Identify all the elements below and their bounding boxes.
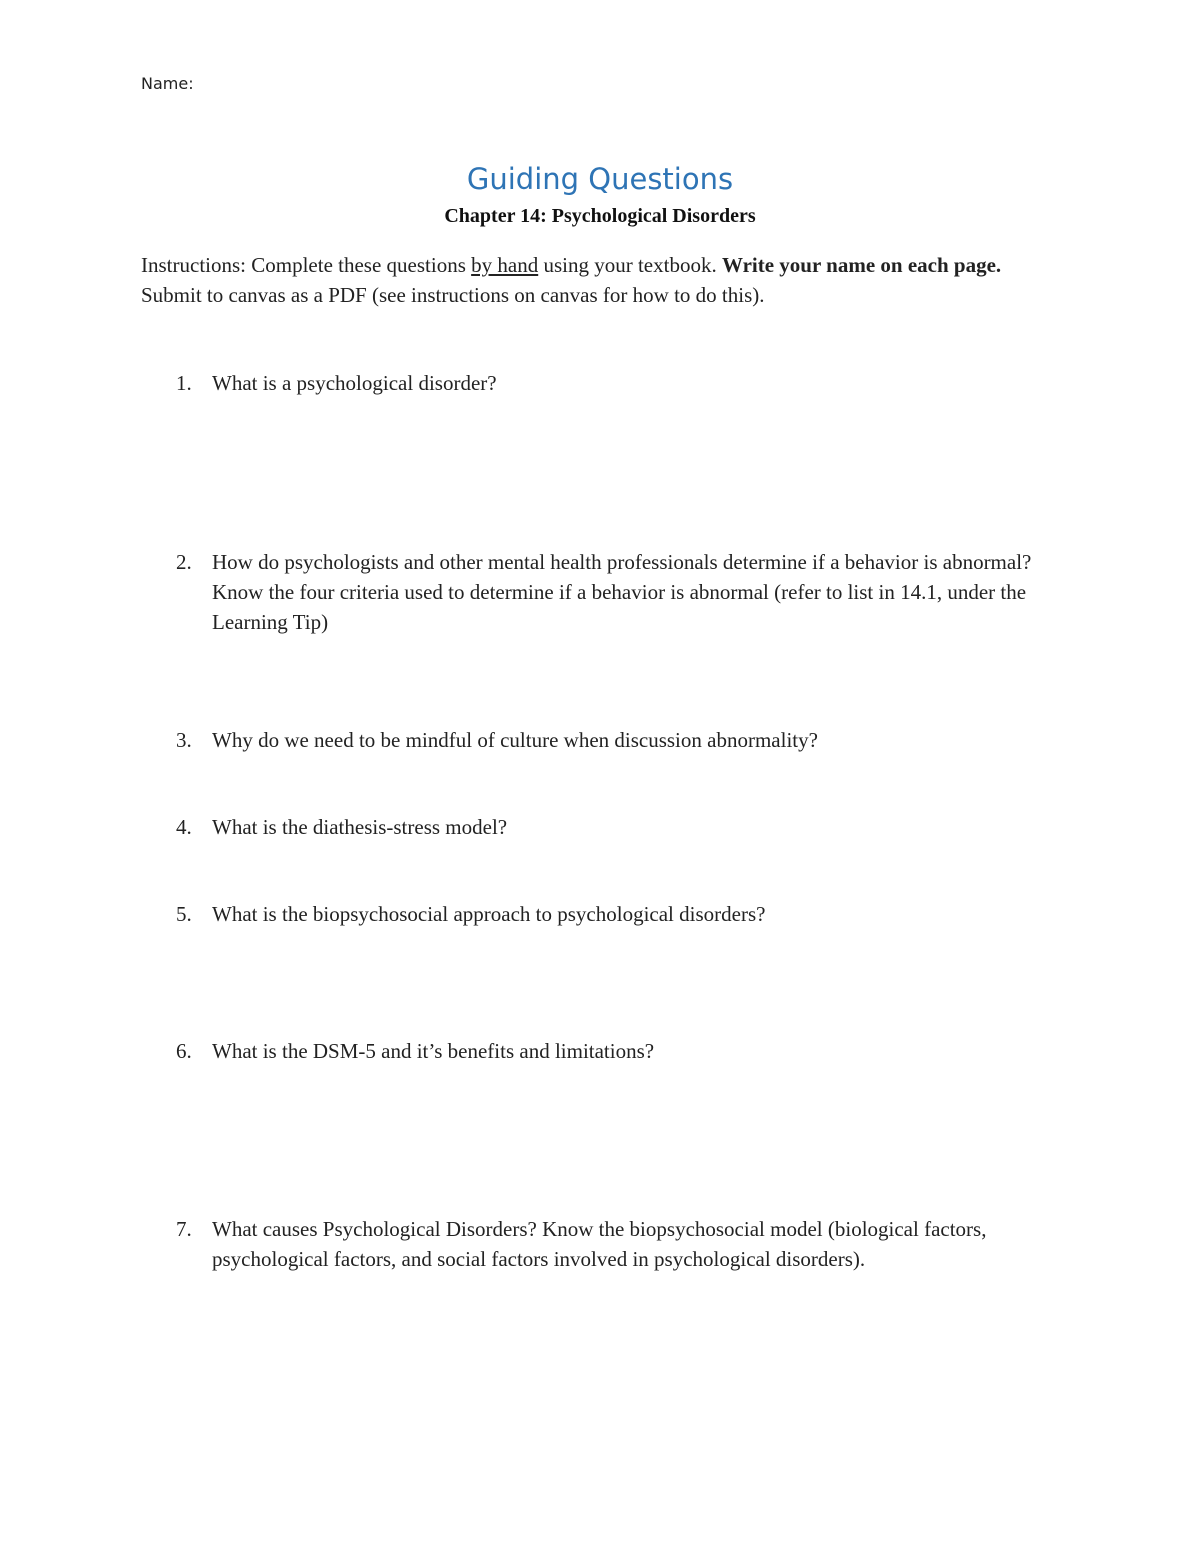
instructions-bold: Write your name on each page. <box>721 253 1002 277</box>
question-number: 1. <box>176 371 192 395</box>
page-title: Guiding Questions <box>466 162 734 196</box>
instructions-suffix: Submit to canvas as a PDF (see instructions on canvas for how to do this). <box>141 283 765 307</box>
question-item <box>176 725 1066 755</box>
question-text: How do psychologists and other mental health professionals determine if a behavior is abnormal? Know the four criteria used to determine if a behavior is abnormal (refer to list in 14.1, under the Learning Tip) <box>212 550 1032 634</box>
instructions-middle: using your textbook. <box>538 253 722 277</box>
question-text: What is the diathesis-stress model? <box>212 815 508 839</box>
question-text: What causes Psychological Disorders? Know the biopsychosocial model (biological factors, psychological factors, and social factors involved in psychological disorders). <box>212 1217 987 1271</box>
question-number: 3. <box>176 728 192 752</box>
question-item <box>176 1214 1066 1274</box>
question-text: Why do we need to be mindful of culture when discussion abnormality? <box>212 728 818 752</box>
question-number: 4. <box>176 815 192 839</box>
name-label: Name: <box>141 74 194 93</box>
question-text: What is the biopsychosocial approach to psychological disorders? <box>212 902 766 926</box>
question-text: What is the DSM-5 and it’s benefits and limitations? <box>212 1039 655 1063</box>
question-item <box>176 812 1066 842</box>
chapter-subtitle: Chapter 14: Psychological Disorders <box>444 205 756 227</box>
question-item <box>176 1036 1066 1066</box>
question-number: 5. <box>176 902 192 926</box>
instructions-prefix: Instructions: Complete these questions <box>141 253 472 277</box>
question-number: 6. <box>176 1039 192 1063</box>
question-number: 7. <box>176 1217 192 1241</box>
instructions-underlined: by hand <box>471 253 539 277</box>
question-item <box>176 547 1066 637</box>
question-text: What is a psychological disorder? <box>212 371 497 395</box>
question-item <box>176 368 1066 398</box>
question-item <box>176 899 1066 929</box>
question-number: 2. <box>176 550 192 574</box>
instructions-paragraph <box>141 250 1061 310</box>
